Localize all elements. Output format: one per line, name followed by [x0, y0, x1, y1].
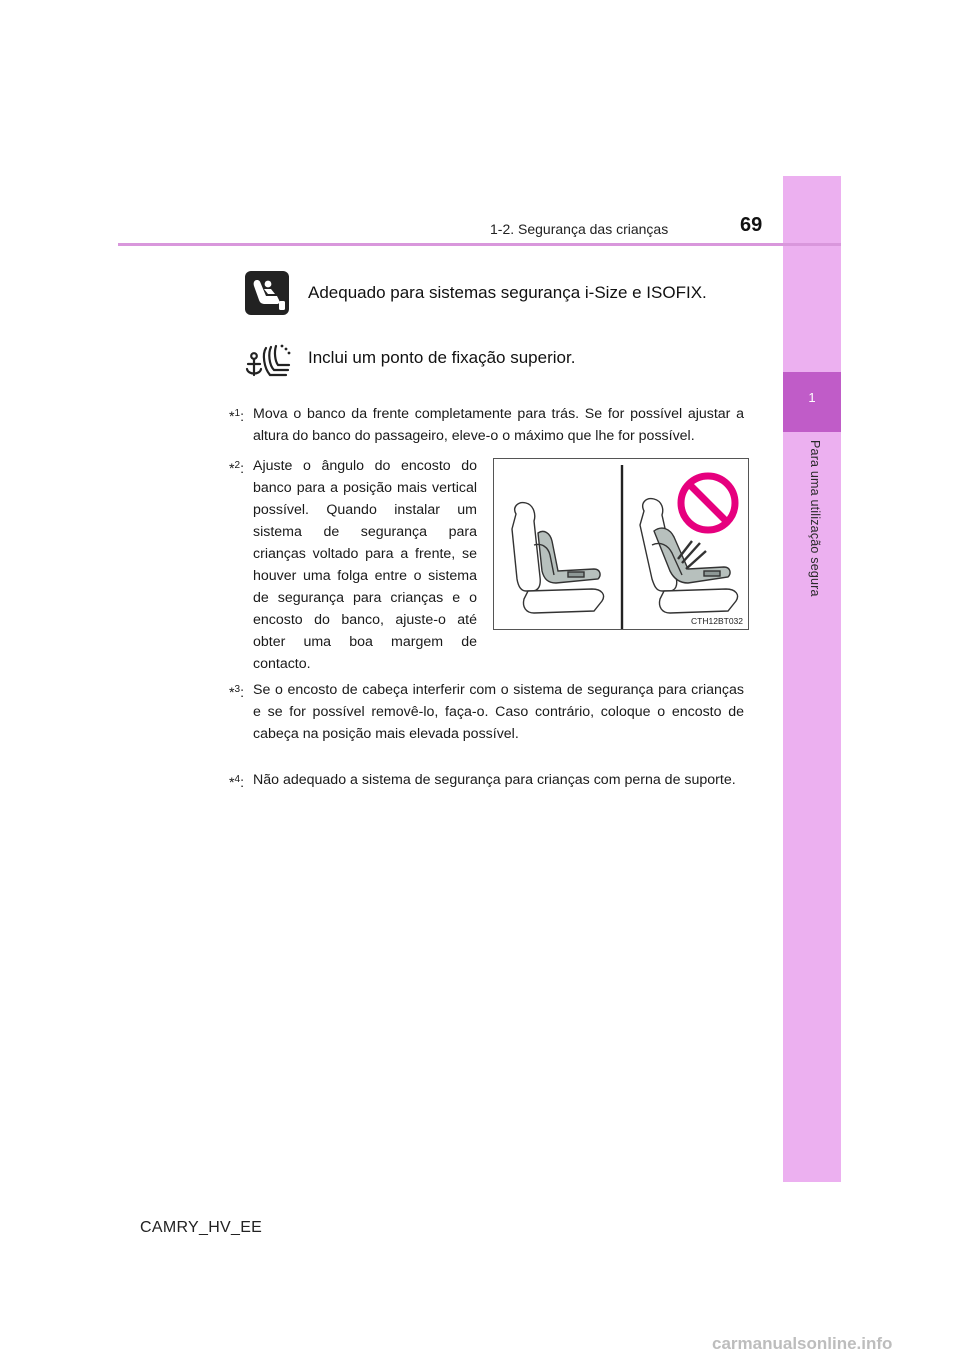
seat-angle-figure	[493, 458, 749, 630]
legend-isize-text: Adequado para sistemas segurança i-Size e ISOFIX.	[308, 283, 707, 302]
legend-tether-text: Inclui um ponto de fixação superior.	[308, 348, 576, 367]
footnote-marker: *$^2$:	[229, 460, 245, 477]
top-tether-anchor-icon	[244, 342, 292, 382]
chapter-title: Para uma utilização segura	[808, 440, 822, 597]
footnote-marker: *$^3$:	[229, 684, 245, 701]
section-title: 1-2. Segurança das crianças	[490, 221, 669, 237]
footnote-text: Se o encosto de cabeça interferir com o sistema de segurança para crianças e se for possível removê-lo, faça-o. Caso contrário, coloque o encosto de cabeça na posição mais elevada possível.	[253, 682, 744, 742]
footnote-2	[229, 455, 477, 675]
footnote-text: Não adequado a sistema de segurança para crianças com perna de suporte.	[253, 772, 736, 788]
isize-seat-icon	[244, 270, 290, 316]
seat-illustration	[494, 459, 748, 629]
footnote-marker: *$^4$:	[229, 774, 245, 791]
model-code: CAMRY_HV_EE	[140, 1219, 263, 1236]
footnote-text: Ajuste o ângulo do encosto do banco para a posição mais vertical possível. Quando instalar um sistema de segurança para crianças voltado para a frente, se houver uma folga entre o sistema de segurança para crianças e o encosto do banco, ajuste-o até obter uma boa margem de contacto.	[253, 458, 477, 672]
footnote-text: Mova o banco da frente completamente para trás. Se for possível ajustar a altura do banco do passageiro, eleve-o o máximo que lhe for possível.	[253, 406, 744, 444]
chapter-number: 1	[808, 390, 816, 405]
footnote-3	[229, 679, 744, 745]
header-rule	[118, 243, 841, 246]
chapter-sidebar	[783, 176, 841, 1182]
footnote-marker: *$^1$:	[229, 408, 245, 425]
footnote-1	[229, 403, 744, 447]
watermark: carmanualsonline.info	[712, 1334, 893, 1353]
footnote-4	[229, 769, 744, 791]
figure-code: CTH12BT032	[691, 616, 743, 626]
page-number: 69	[740, 214, 763, 236]
